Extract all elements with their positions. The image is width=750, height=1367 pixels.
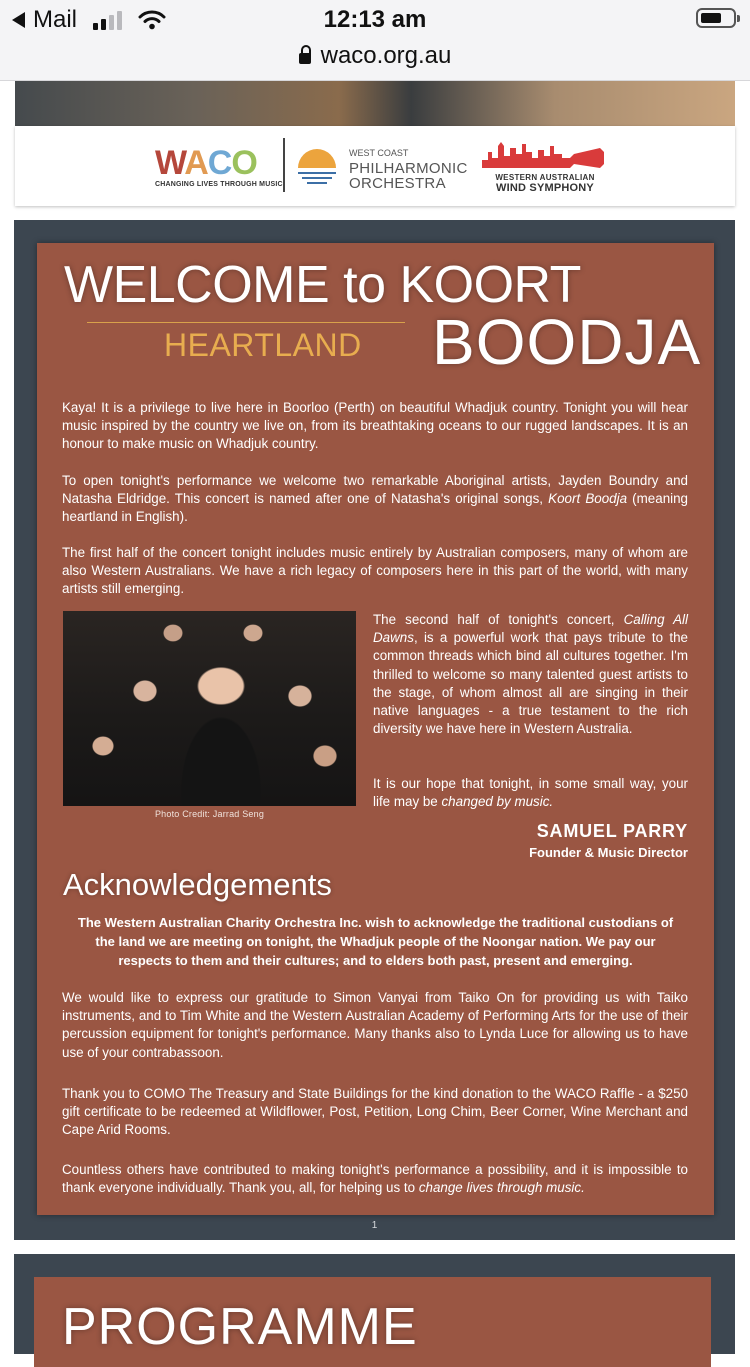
thanks-paragraph: Countless others have contributed to making tonight's performance a possibility, and it is impossible to thank everyone individually. Thank you, all, for helping us to change lives through music. [62,1162,688,1196]
wcpo-logo-text: WEST COAST PHILHARMONIC ORCHESTRA [349,148,468,192]
acknowledgements-heading: Acknowledgements [63,867,332,902]
acknowledgement-of-country: The Western Australian Charity Orchestra Inc. wish to acknowledge the traditional custodians of the land we are meeting on tonight, the Whadjuk people of the Noongar nation. We pay our respects to them and their cultures; and to elders both past, present and emerging. [77,915,674,968]
intro-paragraph: Kaya! It is a privilege to live here in Boorloo (Perth) on beautiful Whadjuk country. Tonight you will hear music inspired by the country we live on, from its breathtaking oceans to our rugged landscapes. It is an honour to make music on Whadjuk country. [62,400,688,452]
signature-role: Founder & Music Director [529,845,688,860]
pdf-page-frame [14,220,735,1240]
status-bar [0,0,750,81]
pdf-page-frame-2 [14,1254,735,1354]
programme-page-1 [37,243,714,1215]
clock: 12:13 am [323,6,427,33]
title-boodja: BOODJA [432,306,702,378]
page-number: 1 [371,1220,378,1231]
programme-page-2 [34,1277,711,1367]
second-half-paragraph: The second half of tonight's concert, Calling All Dawns, is a powerful work that pays tribute to the common threads which bind all cultures together. I'm thrilled to welcome so many talented guest artists to the stage, of whom almost all are singing in their native languages - a true testament to the rich diversity we have here in Western Australia. [373,612,688,737]
wind-symphony-text: WESTERN AUSTRALIAN WIND SYMPHONY [495,173,595,194]
header-image [15,80,735,126]
artists-paragraph: To open tonight's performance we welcome two remarkable Aboriginal artists, Jayden Boundry and Natasha Eldridge. This concert is named after one of Natasha's original songs, Koort Boodja (meaning heartland in English). [62,473,689,525]
url-text: waco.org.au [320,42,452,69]
battery-icon [696,8,736,28]
gratitude-paragraph: We would like to express our gratitude to Simon Vanyai from Taiko On for providing us with Taiko instruments, and to Tim White and the Western Australian Academy of Performing Arts for the use of their percussion equipment for tonight's performance. Many thanks also to Lynda Luce for allowing us to have use of your contrabassoon. [62,990,688,1060]
hope-paragraph: It is our hope that tonight, in some small way, your life may be changed by music. [373,776,688,810]
lock-icon [299,53,311,64]
orchestra-photo [63,611,356,806]
raffle-paragraph: Thank you to COMO The Treasury and State Buildings for the kind donation to the WACO Raffle - a $250 gift certificate to be redeemed at Wildflower, Post, Petition, Long Chim, Beer Corner, Wine Merchant and Cape Arid Rooms. [62,1086,688,1138]
composers-paragraph: The first half of the concert tonight includes music entirely by Australian composers, many of whom are also Western Australians. We have a rich legacy of composers here in this part of the world, with many artists still emerging. [62,545,688,597]
programme-title: PROGRAMME [62,1298,418,1356]
page-title: WELCOME to KOORT [64,256,581,314]
logo-divider [283,138,285,192]
title-subtitle: HEARTLAND [164,327,362,363]
wcpo-sun-logo-icon [297,148,337,186]
waco-logo: WACO CHANGING LIVES THROUGH MUSIC [155,144,283,188]
waco-tagline: CHANGING LIVES THROUGH MUSIC [155,181,283,188]
sponsor-logos [15,126,735,206]
address-bar[interactable] [0,42,750,70]
back-app-label: Mail [33,6,78,33]
title-divider [87,322,405,323]
photo-credit: Photo Credit: Jarrad Seng [154,809,265,819]
signature-name: SAMUEL PARRY [536,821,688,841]
